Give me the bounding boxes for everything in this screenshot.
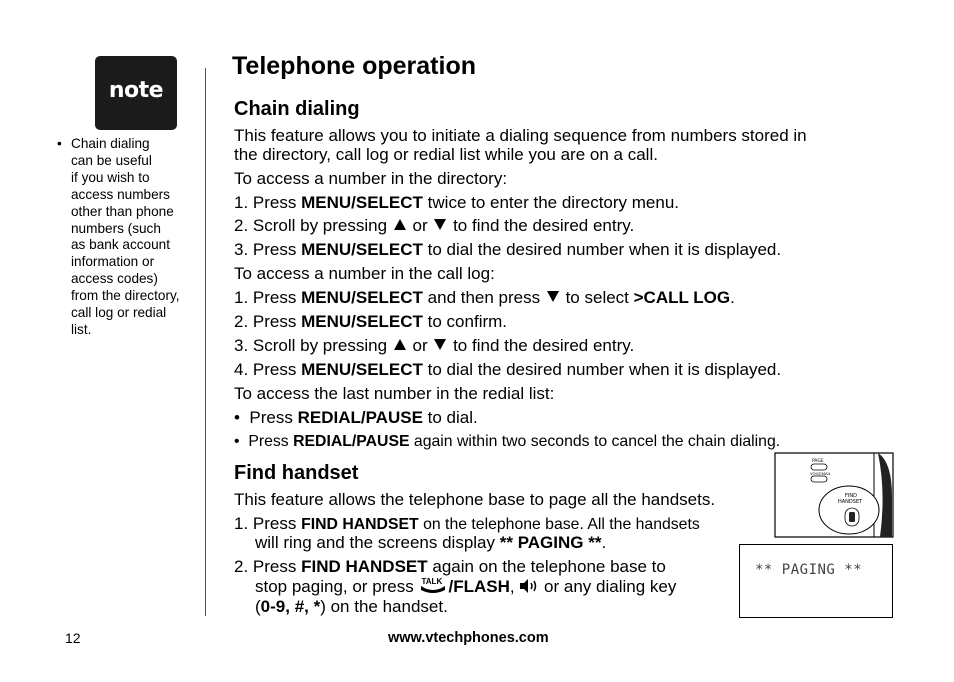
side-note-line: access numbers bbox=[71, 186, 170, 202]
talk-icon: TALK bbox=[418, 576, 448, 594]
handset-key-label: HANDSET bbox=[838, 499, 863, 505]
page-key-label: PAGE bbox=[812, 459, 824, 464]
call-log-step-4: 4. Press MENU/SELECT to dial the desired number when it is displayed. bbox=[234, 360, 782, 379]
call-log-step-2: 2. Press MENU/SELECT to confirm. bbox=[234, 312, 508, 331]
page-title: Telephone operation bbox=[232, 52, 476, 80]
note-icon: note bbox=[95, 56, 177, 130]
directory-step-2: 2. Scroll by pressing or to find the desired entry. bbox=[234, 216, 635, 235]
bullet: • bbox=[57, 136, 62, 151]
page-number: 12 bbox=[65, 630, 81, 646]
directory-intro: To access a number in the directory: bbox=[234, 169, 508, 188]
handset-screen bbox=[739, 544, 893, 618]
chain-intro-1: This feature allows you to initiate a dialing sequence from numbers stored in bbox=[234, 126, 807, 145]
find-intro: This feature allows the telephone base to page all the handsets. bbox=[234, 490, 716, 509]
find-step-2-cont: stop paging, or press TALK /FLASH, or any dialing key bbox=[255, 577, 677, 596]
side-note-line: list. bbox=[71, 321, 92, 337]
down-arrow-icon bbox=[434, 219, 446, 230]
redial-step-1: • Press REDIAL/PAUSE to dial. bbox=[234, 408, 478, 427]
find-handset-heading: Find handset bbox=[234, 462, 359, 484]
side-note-text bbox=[71, 136, 203, 339]
side-note-line: as bank account bbox=[71, 237, 170, 253]
speaker-icon bbox=[519, 578, 539, 594]
side-note-line: can be useful bbox=[71, 152, 152, 168]
voicemail-key-label: VOICEMAIL bbox=[810, 471, 831, 476]
find-step-2: 2. Press FIND HANDSET again on the telephone base to bbox=[234, 557, 666, 576]
up-arrow-icon bbox=[394, 219, 406, 230]
telephone-base-illustration bbox=[774, 452, 894, 538]
down-arrow-icon bbox=[434, 339, 446, 350]
side-note-line: numbers (such bbox=[71, 220, 161, 236]
side-note bbox=[57, 136, 203, 339]
redial-step-2: • Press REDIAL/PAUSE again within two seconds to cancel the chain dialing. bbox=[234, 433, 781, 450]
find-step-2-cont2: (0-9, #, *) on the handset. bbox=[255, 597, 448, 616]
directory-step-3: 3. Press MENU/SELECT to dial the desired number when it is displayed. bbox=[234, 240, 782, 259]
side-note-line: other than phone bbox=[71, 203, 174, 219]
side-note-line: call log or redial bbox=[71, 305, 167, 321]
call-log-step-3: 3. Scroll by pressing or to find the desired entry. bbox=[234, 336, 635, 355]
chain-intro-2: the directory, call log or redial list while you are on a call. bbox=[234, 145, 658, 164]
side-note-line: from the directory, bbox=[71, 288, 180, 304]
screen-text: ** PAGING ** bbox=[755, 562, 863, 578]
down-arrow-icon bbox=[547, 291, 559, 302]
call-log-step-1: 1. Press MENU/SELECT and then press to select >CALL LOG. bbox=[234, 288, 735, 307]
side-note-line: information or bbox=[71, 254, 155, 270]
side-note-line: access codes) bbox=[71, 271, 158, 287]
directory-step-1: 1. Press MENU/SELECT twice to enter the directory menu. bbox=[234, 193, 679, 212]
website-link[interactable]: www.vtechphones.com bbox=[388, 630, 549, 646]
find-step-1-cont: will ring and the screens display ** PAGING **. bbox=[255, 533, 607, 552]
redial-intro: To access the last number in the redial list: bbox=[234, 384, 555, 403]
side-note-line: if you wish to bbox=[71, 169, 150, 185]
call-log-intro: To access a number in the call log: bbox=[234, 264, 495, 283]
divider bbox=[205, 68, 206, 616]
find-step-1: 1. Press FIND HANDSET on the telephone base. All the handsets bbox=[234, 514, 700, 533]
up-arrow-icon bbox=[394, 339, 406, 350]
chain-dialing-heading: Chain dialing bbox=[234, 98, 360, 120]
find-key-label: FIND bbox=[845, 493, 857, 499]
side-note-line: Chain dialing bbox=[71, 136, 150, 151]
